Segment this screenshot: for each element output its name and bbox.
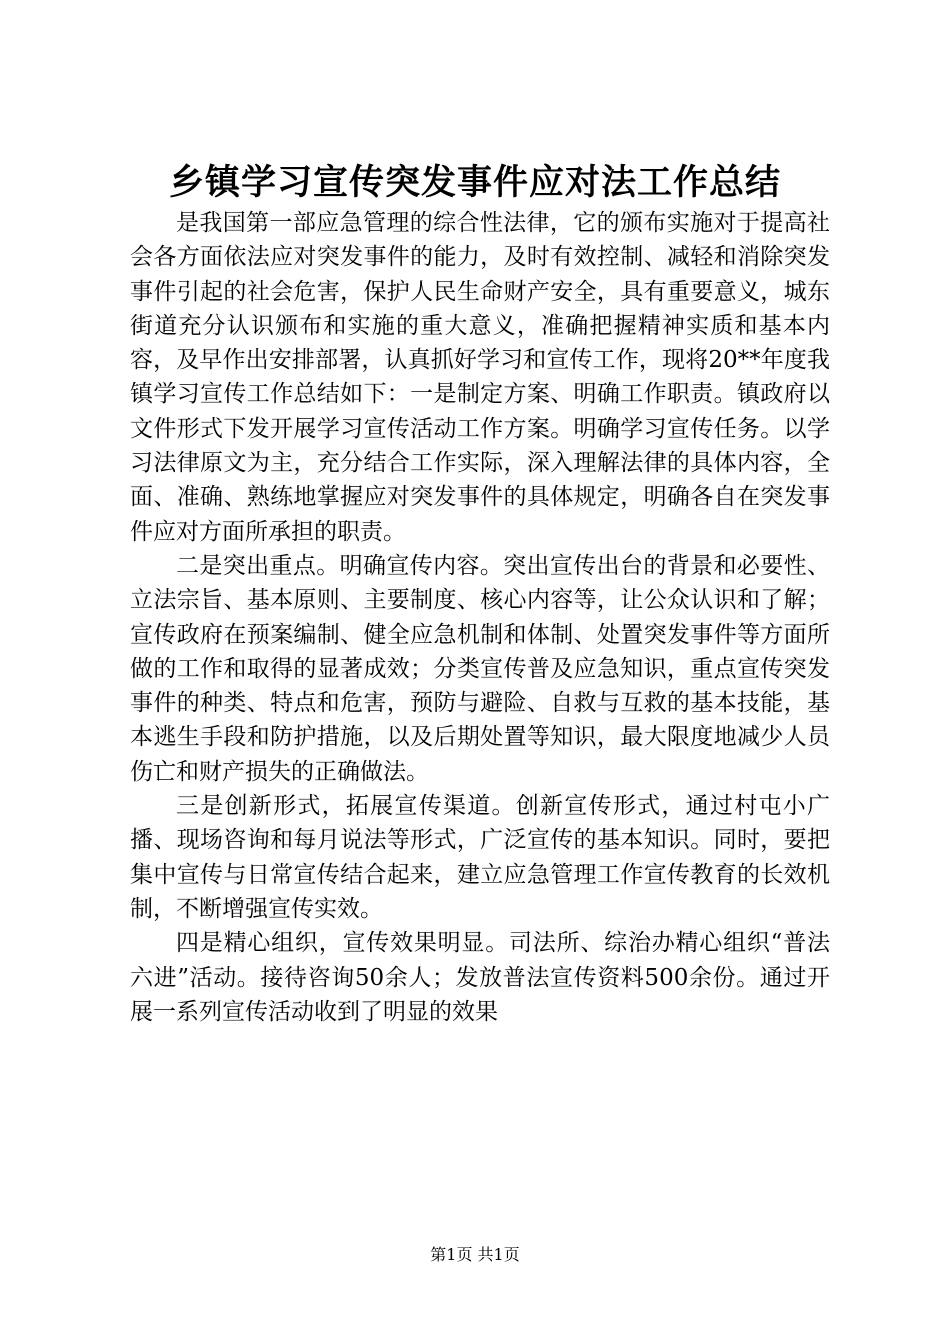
document-title: 乡镇学习宣传突发事件应对法工作总结 [168,162,781,203]
paragraph-3: 三是创新形式，拓展宣传渠道。创新宣传形式，通过村屯小广播、现场咨询和每月说法等形式，广泛宣传的基本知识。同时，要把集中宣传与日常宣传结合起来，建立应急管理工作宣传教育的长效机制，不断增强宣传实效。 [130,793,830,922]
paragraph-1: 是我国第一部应急管理的综合性法律，它的颁布实施对于提高社会各方面依法应对突发事件的能力，及时有效控制、减轻和消除突发事件引起的社会危害，保护人民生命财产安全，具有重要意义，城东街道充分认识颁布和实施的重大意义，准确把握精神实质和基本内容，及早作出安排部署，认真抓好学习和宣传工作，现将20**年度我镇学习宣传工作总结如下：一是制定方案、明确工作职责。镇政府以文件形式下发开展学习宣传活动工作方案。明确学习宣传任务。以学习法律原文为主，充分结合工作实际，深入理解法律的具体内容，全面、准确、熟练地掌握应对突发事件的具体规定，明确各自在突发事件应对方面所承担的职责。 [130,210,830,545]
paragraph-2: 二是突出重点。明确宣传内容。突出宣传出台的背景和必要性、立法宗旨、基本原则、主要制度、核心内容等，让公众认识和了解；宣传政府在预案编制、健全应急机制和体制、处置突发事件等方面所做的工作和取得的显著成效；分类宣传普及应急知识，重点宣传突发事件的种类、特点和危害，预防与避险、自救与互救的基本技能，基本逃生手段和防护措施，以及后期处置等知识，最大限度地减少人员伤亡和财产损失的正确做法。 [130,552,830,785]
document-body [130,206,830,1029]
page-footer: 第1页 共1页 [430,1245,520,1264]
paragraph-4: 四是精心组织，宣传效果明显。司法所、综治办精心组织“普法六进”活动。接待咨询50余人；发放普法宣传资料500余份。通过开展一系列宣传活动收到了明显的效果 [130,930,830,1025]
